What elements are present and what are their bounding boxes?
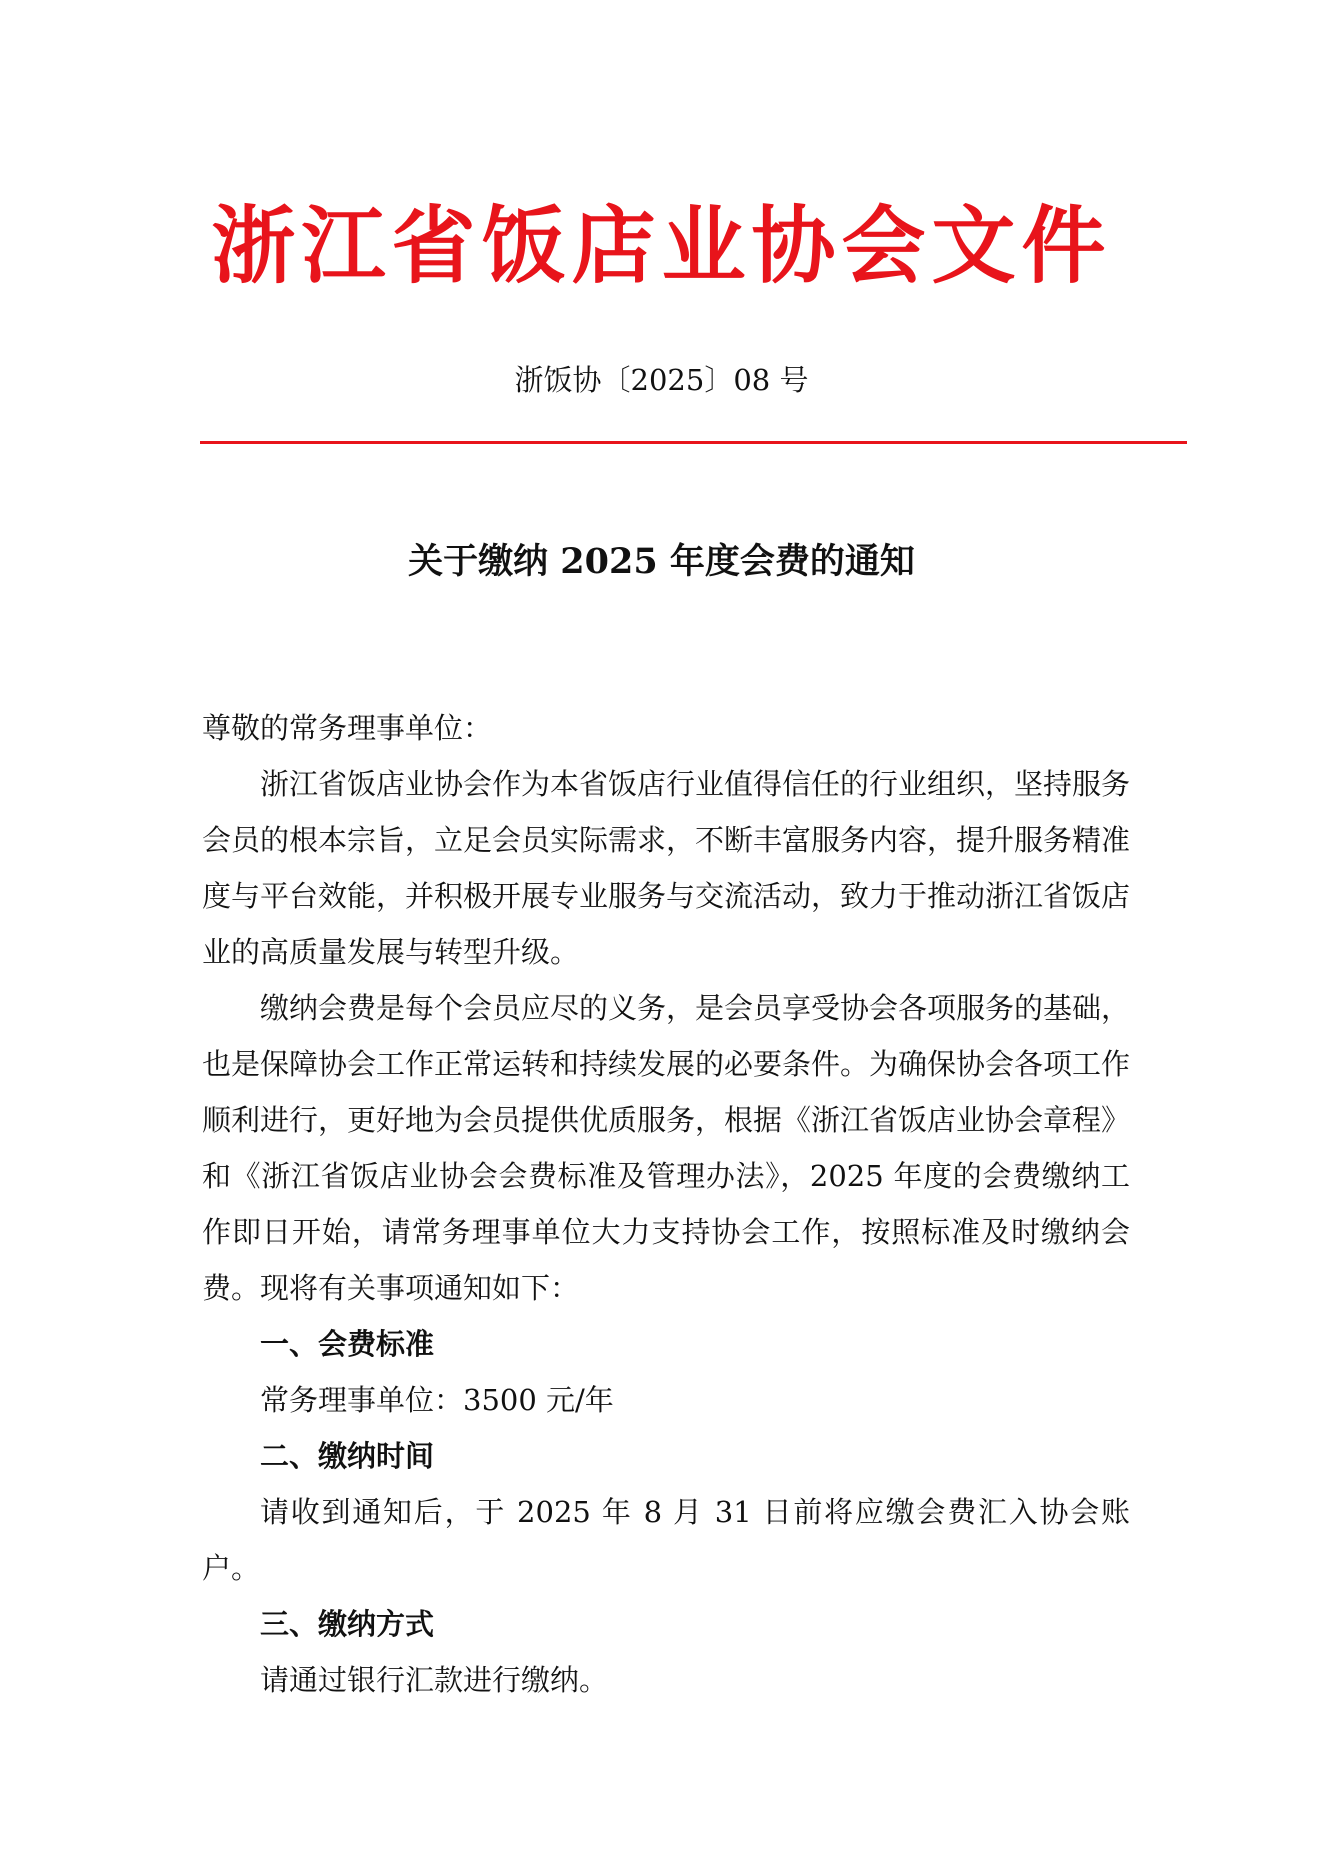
- section-heading-payment-method: 三、缴纳方式: [260, 1607, 435, 1641]
- section-heading-fee-standard: 一、会费标准: [260, 1327, 435, 1361]
- red-divider-line: [200, 441, 1187, 444]
- issuer-header: 浙江省饭店业协会文件: [211, 196, 1112, 295]
- section-content-payment-time: 请收到通知后，于 2025 年 8 月 31 日前将应缴会费汇入协会账户。: [202, 1495, 1130, 1585]
- notice-title: 关于缴纳 2025 年度会费的通知: [408, 541, 915, 582]
- section-content-payment-method: 请通过银行汇款进行缴纳。: [260, 1663, 609, 1697]
- section-heading-payment-time: 二、缴纳时间: [260, 1439, 435, 1473]
- paragraph-intro: 浙江省饭店业协会作为本省饭店行业值得信任的行业组织，坚持服务会员的根本宗旨，立足会员实际需求，不断丰富服务内容，提升服务精准度与平台效能，并积极开展专业服务与交流活动，致力于推动浙江省饭店业的高质量发展与转型升级。: [202, 767, 1131, 969]
- paragraph-obligation: 缴纳会费是每个会员应尽的义务，是会员享受协会各项服务的基础，也是保障协会工作正常运转和持续发展的必要条件。为确保协会各项工作顺利进行，更好地为会员提供优质服务，根据《浙江省饭店业协会章程》和《浙江省饭店业协会会费标准及管理办法》，2025 年度的会费缴纳工作即日开始，请常务理事单位大力支持协会工作，按照标准及时缴纳会费。现将有关事项通知如下：: [202, 991, 1131, 1305]
- document-number: 浙饭协〔2025〕08 号: [514, 363, 809, 397]
- section-content-fee-standard: 常务理事单位：3500 元/年: [260, 1383, 614, 1417]
- salutation: 尊敬的常务理事单位：: [202, 711, 493, 745]
- notice-body: [202, 700, 1130, 1708]
